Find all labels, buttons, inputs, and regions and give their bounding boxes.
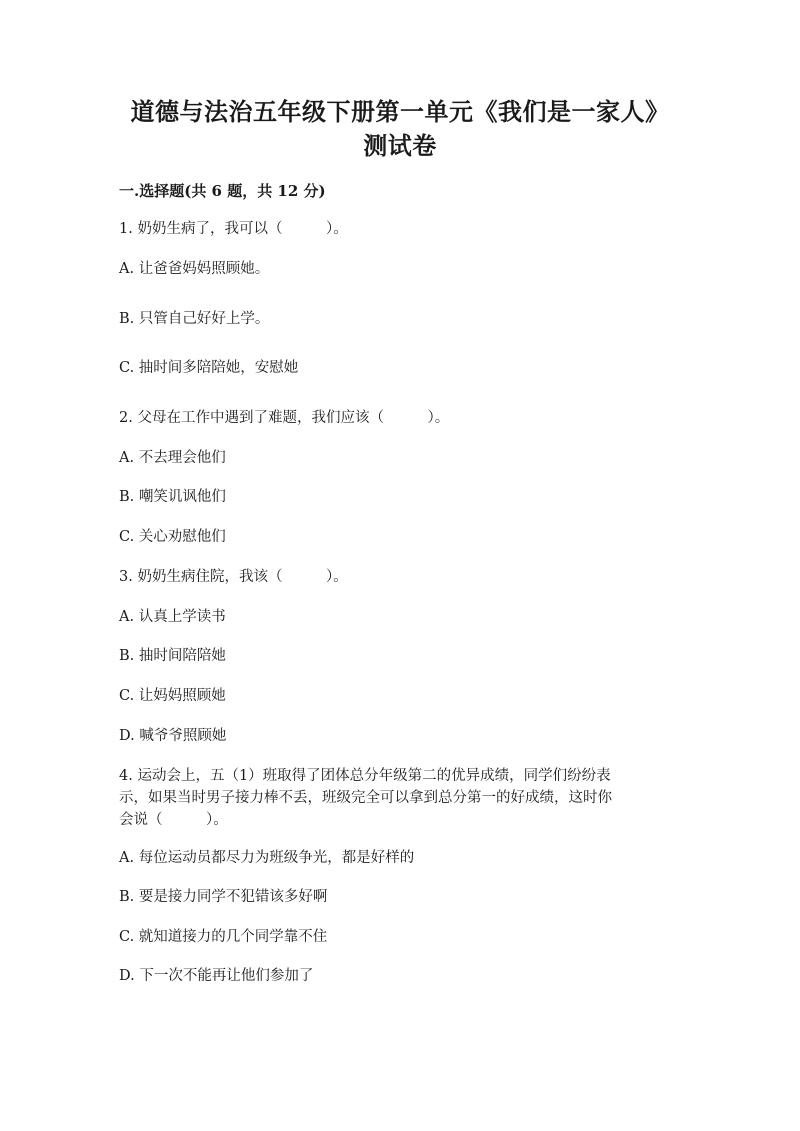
question-1-option-c: C. 抽时间多陪陪她，安慰她 [119,360,299,376]
question-1-stem: 1. 奶奶生病了，我可以（ ）。 [119,221,348,237]
question-4-stem [119,765,679,831]
page-title-line-2: 测试卷 [363,131,437,160]
question-4-option-a: A. 每位运动员都尽力为班级争光，都是好样的 [119,850,415,866]
question-2-stem: 2. 父母在工作中遇到了难题，我们应该（ ）。 [119,410,450,426]
question-4-stem-line-1: 4. 运动会上，五（1）班取得了团体总分年级第二的优异成绩，同学们纷纷表 [119,768,611,784]
question-4-option-c: C. 就知道接力的几个同学靠不住 [119,929,328,945]
page-title: 道德与法治五年级下册第一单元《我们是一家人》 [130,97,670,126]
question-4-stem-line-3: 会说（ ）。 [119,812,228,828]
question-3-option-a: A. 认真上学读书 [119,609,226,625]
question-4-option-d: D. 下一次不能再让他们参加了 [119,968,314,984]
question-2-option-a: A. 不去理会他们 [119,450,226,466]
question-4-option-b: B. 要是接力同学不犯错该多好啊 [119,889,328,905]
question-2-option-b: B. 嘲笑讥讽他们 [119,489,226,505]
question-1-option-b: B. 只管自己好好上学。 [119,311,270,327]
question-1-option-a: A. 让爸爸妈妈照顾她。 [119,261,270,277]
question-3-option-b: B. 抽时间陪陪她 [119,648,226,664]
question-3-option-c: C. 让妈妈照顾她 [119,688,226,704]
question-2-option-c: C. 关心劝慰他们 [119,529,226,545]
question-3-option-d: D. 喊爷爷照顾她 [119,728,227,744]
section-heading: 一.选择题(共 6 题，共 12 分) [119,182,326,200]
question-3-stem: 3. 奶奶生病住院，我该（ ）。 [119,569,348,585]
question-4-stem-line-2: 示，如果当时男子接力棒不丢，班级完全可以拿到总分第一的好成绩，这时你 [119,790,612,806]
